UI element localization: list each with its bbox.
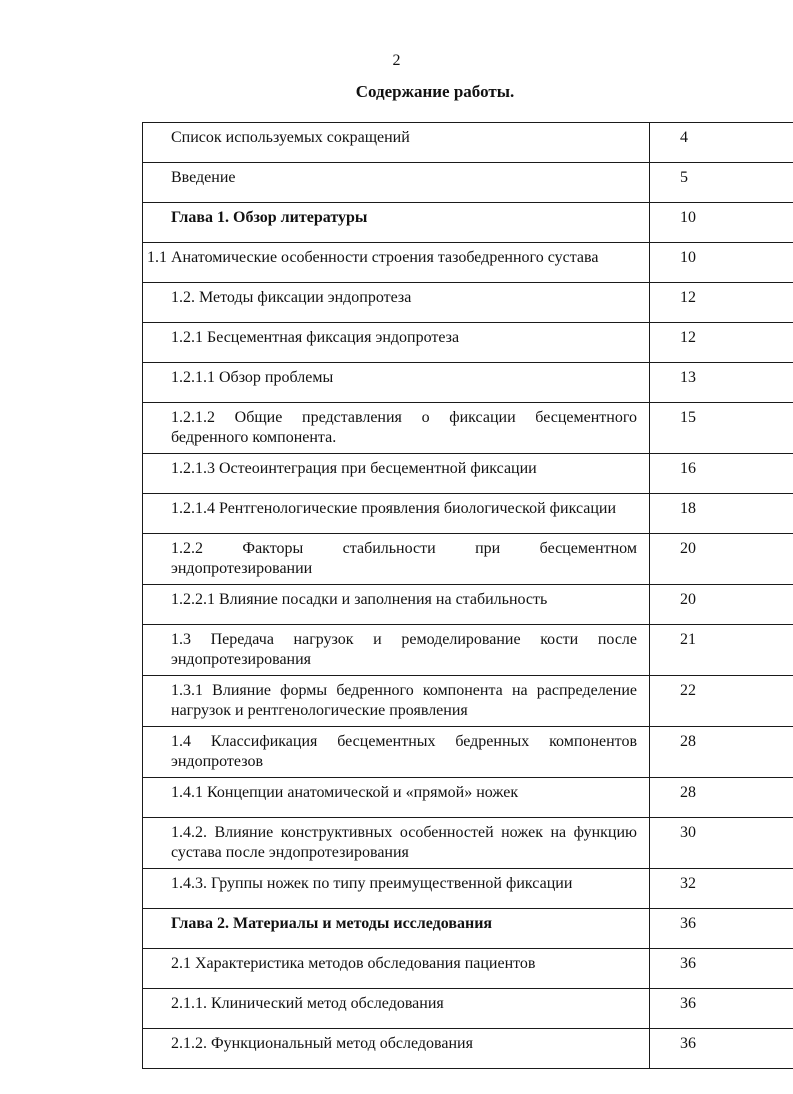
- toc-entry-page: 20: [650, 534, 793, 585]
- toc-row: [143, 363, 793, 403]
- toc-row: [143, 243, 793, 283]
- toc-body: [143, 123, 793, 1069]
- toc-entry-page: 32: [650, 869, 793, 909]
- toc-entry-title: 1.1 Анатомические особенности строения тазобедренного сустава: [143, 243, 650, 283]
- toc-entry-page: 36: [650, 989, 793, 1029]
- toc-entry-title: 1.2.1.2 Общие представления о фиксации бесцементного бедренного компонента.: [143, 403, 650, 454]
- toc-entry-page: 22: [650, 676, 793, 727]
- page-number: 2: [392, 52, 401, 69]
- toc-entry-page: 4: [650, 123, 793, 163]
- toc-entry-title: 1.3.1 Влияние формы бедренного компонента на распределение нагрузок и рентгенологические проявления: [143, 676, 650, 727]
- toc-entry-page: 20: [650, 585, 793, 625]
- toc-row: [143, 283, 793, 323]
- toc-entry-page: 28: [650, 778, 793, 818]
- toc-row: [143, 869, 793, 909]
- toc-entry-title: Глава 2. Материалы и методы исследования: [143, 909, 650, 949]
- toc-entry-title: 1.2.2 Факторы стабильности при бесцементном эндопротезировании: [143, 534, 650, 585]
- toc-entry-page: 12: [650, 323, 793, 363]
- toc-entry-title: 1.2.1.3 Остеоинтеграция при бесцементной фиксации: [143, 454, 650, 494]
- toc-row: [143, 727, 793, 778]
- toc-row: [143, 534, 793, 585]
- toc-row: [143, 989, 793, 1029]
- toc-row: [143, 123, 793, 163]
- toc-entry-title: Список используемых сокращений: [143, 123, 650, 163]
- toc-entry-page: 15: [650, 403, 793, 454]
- toc-row: [143, 778, 793, 818]
- document-title: Содержание работы.: [355, 82, 515, 101]
- toc-entry-title: 1.2.2.1 Влияние посадки и заполнения на стабильность: [143, 585, 650, 625]
- toc-entry-page: 28: [650, 727, 793, 778]
- toc-entry-title: Глава 1. Обзор литературы: [143, 203, 650, 243]
- toc-entry-title: 1.2.1.4 Рентгенологические проявления биологической фиксации: [143, 494, 650, 534]
- toc-entry-title: 1.3 Передача нагрузок и ремоделирование кости после эндопротезирования: [143, 625, 650, 676]
- toc-entry-page: 36: [650, 909, 793, 949]
- toc-row: [143, 1029, 793, 1069]
- toc-entry-page: 12: [650, 283, 793, 323]
- toc-entry-title: 2.1 Характеристика методов обследования пациентов: [143, 949, 650, 989]
- toc-row: [143, 949, 793, 989]
- toc-entry-page: 10: [650, 203, 793, 243]
- toc-entry-page: 13: [650, 363, 793, 403]
- toc-entry-page: 36: [650, 949, 793, 989]
- toc-row: [143, 323, 793, 363]
- toc-entry-title: 2.1.1. Клинический метод обследования: [143, 989, 650, 1029]
- toc-entry-page: 21: [650, 625, 793, 676]
- toc-entry-title: 2.1.2. Функциональный метод обследования: [143, 1029, 650, 1069]
- toc-row: [143, 585, 793, 625]
- toc-row: [143, 676, 793, 727]
- toc-entry-page: 16: [650, 454, 793, 494]
- toc-row: [143, 403, 793, 454]
- toc-entry-page: 10: [650, 243, 793, 283]
- toc-entry-title: Введение: [143, 163, 650, 203]
- toc-entry-page: 18: [650, 494, 793, 534]
- toc-row: [143, 454, 793, 494]
- toc-row: [143, 909, 793, 949]
- toc-row: [143, 625, 793, 676]
- toc-row: [143, 203, 793, 243]
- toc-row: [143, 818, 793, 869]
- toc-entry-title: 1.4.3. Группы ножек по типу преимущественной фиксации: [143, 869, 650, 909]
- toc-entry-title: 1.4.2. Влияние конструктивных особенностей ножек на функцию сустава после эндопротезирования: [143, 818, 650, 869]
- toc-entry-page: 5: [650, 163, 793, 203]
- toc-entry-title: 1.2. Методы фиксации эндопротеза: [143, 283, 650, 323]
- toc-row: [143, 494, 793, 534]
- toc-entry-title: 1.2.1.1 Обзор проблемы: [143, 363, 650, 403]
- toc-entry-page: 36: [650, 1029, 793, 1069]
- toc-entry-title: 1.4.1 Концепции анатомической и «прямой» ножек: [143, 778, 650, 818]
- toc-entry-page: 30: [650, 818, 793, 869]
- toc-row: [143, 163, 793, 203]
- toc-entry-title: 1.2.1 Бесцементная фиксация эндопротеза: [143, 323, 650, 363]
- toc-entry-title: 1.4 Классификация бесцементных бедренных компонентов эндопротезов: [143, 727, 650, 778]
- table-of-contents: [142, 122, 793, 1069]
